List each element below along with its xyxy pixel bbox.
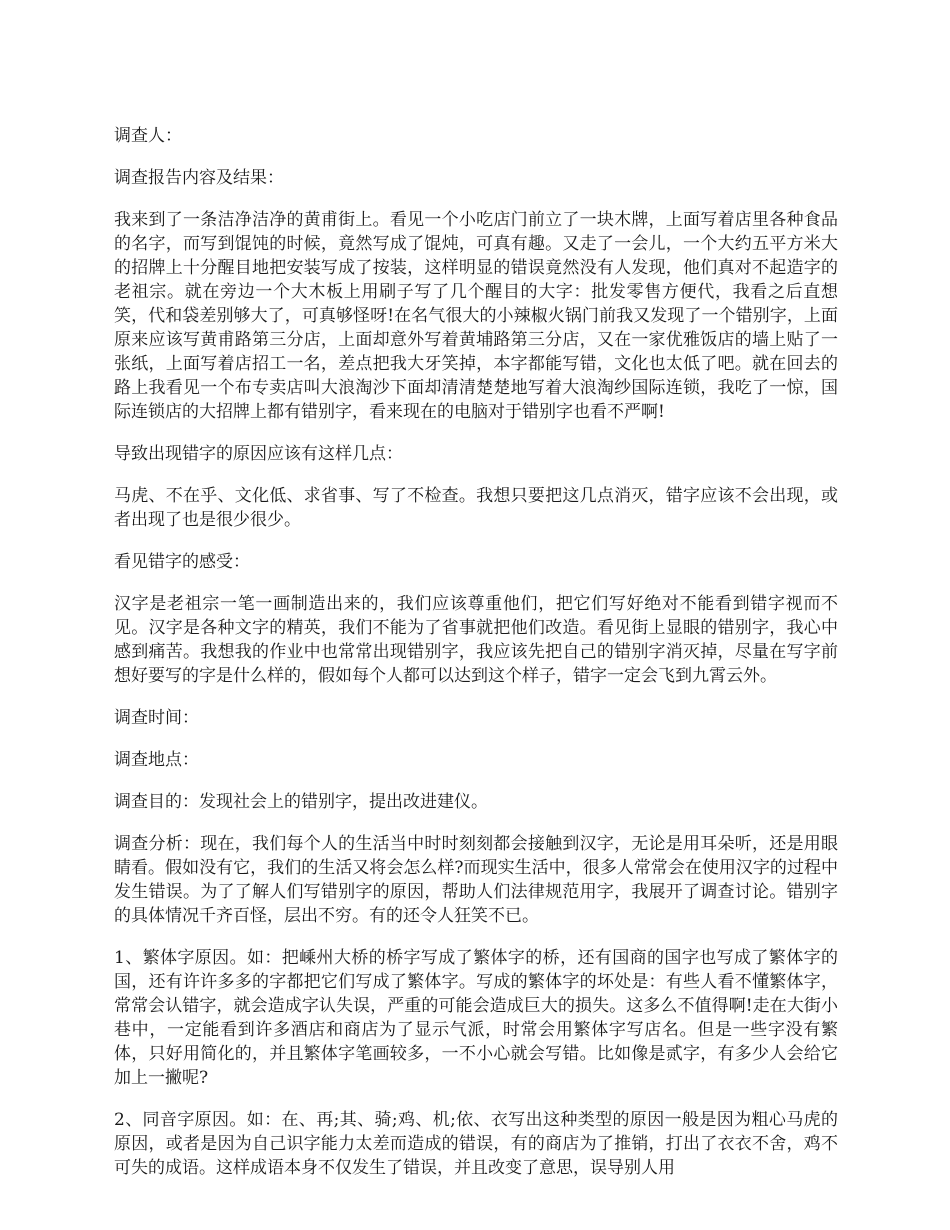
survey-purpose-paragraph: 调查目的：发现社会上的错别字，提出改进建仪。 xyxy=(114,792,488,812)
survey-time-label: 调查时间： xyxy=(114,708,199,728)
traditional-chars-paragraph: 1、繁体字原因。如：把嵊州大桥的桥字写成了繁体字的桥，还有国商的国字也写成了繁体字的国，还有许许多多的字都把它们写成了繁体字。写成的繁体字的坏处是：有些人看不懂繁体字，常常会认错字，就会造成字认失误，严重的可能会造成巨大的损失。这多么不值得啊!走在大街小巷中，一定能看到许多酒店和商店为了显示气派，时常会用繁体字写店名。但是一些字没有繁体，只好用简化的，并且繁体字笔画较多，一不小心就会写错。比如像是贰字，有多少人会给它加上一撇呢? xyxy=(114,948,838,1088)
document-page xyxy=(114,124,838,1198)
report-content-heading: 调查报告内容及结果： xyxy=(114,168,284,188)
investigator-label: 调查人： xyxy=(114,126,182,146)
causes-paragraph: 马虎、不在乎、文化低、求省事、写了不检查。我想只要把这几点消灭，错字应该不会出现，或者出现了也是很少很少。 xyxy=(114,486,838,530)
causes-heading: 导致出现错字的原因应该有这样几点： xyxy=(114,444,403,464)
survey-analysis-paragraph: 调查分析：现在，我们每个人的生活当中时时刻刻都会接触到汉字，无论是用耳朵听，还是用眼睛看。假如没有它，我们的生活又将会怎么样?而现实生活中，很多人常常会在使用汉字的过程中发生错误。为了了解人们写错别字的原因，帮助人们法律规范用字，我展开了调查讨论。错别字的具体情况千齐百怪，层出不穷。有的还令人狂笑不已。 xyxy=(114,834,838,926)
feelings-heading: 看见错字的感受： xyxy=(114,552,250,572)
survey-location-label: 调查地点： xyxy=(114,750,199,770)
feelings-paragraph: 汉字是老祖宗一笔一画制造出来的，我们应该尊重他们，把它们写好绝对不能看到错字视而不见。汉字是各种文字的精英，我们不能为了省事就把他们改造。看见街上显眼的错别字，我心中感到痛苦。我想我的作业中也常常出现错别字，我应该先把自己的错别字消灭掉，尽量在写字前想好要写的字是什么样的，假如每个人都可以达到这个样子，错字一定会飞到九霄云外。 xyxy=(114,594,838,686)
homophone-paragraph: 2、同音字原因。如：在、再;其、骑;鸡、机;依、衣写出这种类型的原因一般是因为粗心马虎的原因，或者是因为自己识字能力太差而造成的错误，有的商店为了推销，打出了衣衣不舍，鸡不可失的成语。这样成语本身不仅发生了错误，并且改变了意思，误导别人用 xyxy=(114,1110,838,1178)
observation-paragraph: 我来到了一条洁净洁净的黄甫街上。看见一个小吃店门前立了一块木牌，上面写着店里各种食品的名字，而写到馄饨的时候，竟然写成了馄炖，可真有趣。又走了一会儿，一个大约五平方米大的招牌上十分醒目地把安装写成了按装，这样明显的错误竟然没有人发现，他们真对不起造字的老祖宗。就在旁边一个大木板上用刷子写了几个醒目的大字：批发零售方便代，我看之后直想笑，代和袋差别够大了，可真够怪呀!在名气很大的小辣椒火锅门前我又发现了一个错别字，上面原来应该写黄甫路第三分店，上面却意外写着黄埔路第三分店，又在一家优雅饭店的墙上贴了一张纸，上面写着店招工一名，差点把我大牙笑掉，本字都能写错，文化也太低了吧。就在回去的路上我看见一个布专卖店叫大浪淘沙下面却清清楚楚地写着大浪淘纱国际连锁，我吃了一惊，国际连锁店的大招牌上都有错别字，看来现在的电脑对于错别字也看不严啊! xyxy=(114,210,838,422)
